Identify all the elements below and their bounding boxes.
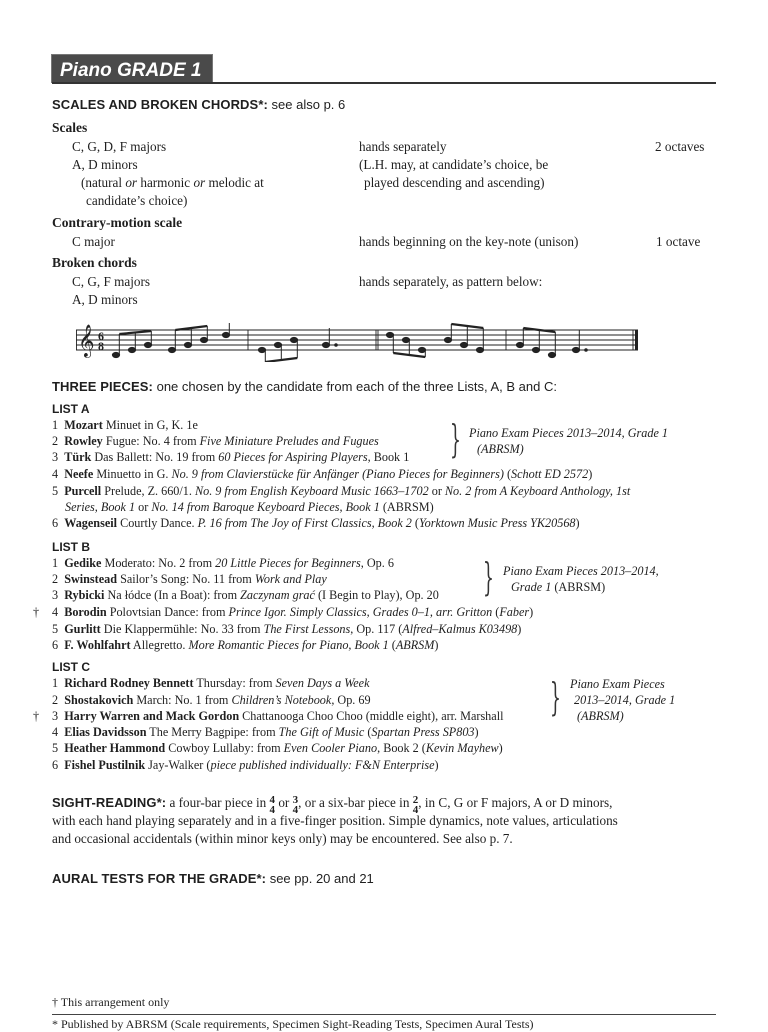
time-signature-2-4: 2 4 bbox=[412, 794, 419, 816]
scales-heading-line bbox=[52, 97, 345, 113]
sight-reading-text: , in C, G or F majors, A or D minors, bbox=[418, 795, 613, 810]
list-item: 1 Richard Rodney Bennett Thursday: from Seven Days a Week bbox=[52, 676, 370, 690]
scales-minors-note-cont: played descending and ascending) bbox=[364, 175, 545, 190]
time-signature-bottom: 8 bbox=[98, 339, 104, 353]
scales-see-also: see also p. 6 bbox=[267, 97, 346, 112]
list-b-brace: } bbox=[483, 555, 494, 599]
scales-majors-hands: hands separately bbox=[359, 139, 447, 154]
minor-type-text: (natural bbox=[81, 175, 126, 190]
list-item: 4 Borodin Polovtsian Dance: from Prince Igor. Simply Classics, Grades 0–1, arr. Gritton (Faber) bbox=[52, 605, 534, 619]
list-a-heading: LIST A bbox=[52, 402, 90, 416]
list-item: 6 F. Wohlfahrt Allegretto. More Romantic Pieces for Piano, Book 1 (ABRSM) bbox=[52, 638, 439, 652]
list-item: 4 Neefe Minuetto in G. No. 9 from Clavierstücke für Anfänger (Piano Pieces for Beginners) (Schott ED 2572) bbox=[52, 467, 593, 481]
list-a-publisher: (ABRSM) bbox=[477, 442, 524, 456]
list-item: 1 Gedike Moderato: No. 2 from 20 Little Pieces for Beginners, Op. 6 bbox=[52, 556, 394, 570]
list-b-book: Piano Exam Pieces 2013–2014, bbox=[503, 564, 659, 578]
scales-minors-types bbox=[81, 175, 264, 191]
broken-chord-staff bbox=[76, 320, 642, 362]
sight-reading-text: , or a six-bar piece in bbox=[298, 795, 413, 810]
footnote-rule bbox=[52, 1014, 716, 1015]
broken-hands: hands separately, as pattern below: bbox=[359, 274, 543, 289]
minor-type-text: harmonic bbox=[137, 175, 194, 190]
list-item: 6 Fishel Pustilnik Jay-Walker (piece published individually: F&N Enterprise) bbox=[52, 758, 439, 772]
list-item: 3 Rybicki Na łódce (In a Boat): from Zaczynam grać (I Begin to Play), Op. 20 bbox=[52, 588, 439, 602]
list-item: 2 Rowley Fugue: No. 4 from Five Miniature Preludes and Fugues bbox=[52, 434, 379, 448]
time-signature-top: 6 bbox=[98, 329, 104, 343]
list-item: 5 Heather Hammond Cowboy Lullaby: from Even Cooler Piano, Book 2 (Kevin Mayhew) bbox=[52, 741, 503, 755]
list-b-heading: LIST B bbox=[52, 540, 90, 554]
list-item: 5 Purcell Prelude, Z. 660/1. No. 9 from English Keyboard Music 1663–1702 or No. 2 from A Keyboard Anthology, 1st bbox=[52, 484, 631, 498]
contrary-range: 1 octave bbox=[656, 234, 701, 249]
sight-reading-heading: SIGHT-READING*: bbox=[52, 795, 167, 810]
pieces-heading-line bbox=[52, 379, 557, 395]
header-rule bbox=[52, 82, 716, 84]
scales-heading: SCALES AND BROKEN CHORDS*: bbox=[52, 97, 268, 112]
minor-type-or: or bbox=[125, 175, 138, 190]
pieces-intro: one chosen by the candidate from each of the three Lists, A, B and C: bbox=[152, 379, 557, 394]
sight-reading-line-2: with each hand playing separately and in a five-finger position. Simple dynamics, note values, articulations bbox=[52, 813, 618, 828]
note-group bbox=[112, 323, 587, 362]
footnote-dagger: † This arrangement only bbox=[52, 995, 170, 1009]
pieces-heading: THREE PIECES: bbox=[52, 379, 153, 394]
treble-clef-icon: 𝄞 bbox=[78, 324, 95, 357]
list-a-brace: } bbox=[450, 417, 461, 461]
scales-minors-note: (L.H. may, at candidate’s choice, be bbox=[359, 157, 549, 172]
footnote-star: * Published by ABRSM (Scale requirements, Specimen Sight-Reading Tests, Specimen Aural Tests) bbox=[52, 1017, 534, 1031]
dagger-mark: † bbox=[33, 605, 40, 619]
time-signature-3-4: 3 4 bbox=[292, 794, 299, 816]
minor-type-text: melodic at bbox=[205, 175, 264, 190]
list-item: 2 Shostakovich March: No. 1 from Children’s Notebook, Op. 69 bbox=[52, 693, 371, 707]
minor-type-or: or bbox=[193, 175, 206, 190]
list-item: 4 Elias Davidsson The Merry Bagpipe: from The Gift of Music (Spartan Press SP803) bbox=[52, 725, 479, 739]
scales-minors: A, D minors bbox=[72, 157, 138, 172]
list-item: 3 Türk Das Ballett: No. 19 from 60 Pieces for Aspiring Players, Book 1 bbox=[52, 450, 410, 464]
sight-reading-line-1 bbox=[52, 795, 612, 815]
sight-reading-text: or bbox=[275, 795, 293, 810]
list-c-publisher: (ABRSM) bbox=[577, 709, 624, 723]
broken-subheading: Broken chords bbox=[52, 255, 137, 270]
list-c-grade: 2013–2014, Grade 1 bbox=[574, 693, 676, 707]
list-c-brace: } bbox=[550, 675, 561, 719]
list-b-grade: Grade 1 (ABRSM) bbox=[511, 580, 606, 594]
list-c-heading: LIST C bbox=[52, 660, 90, 674]
contrary-key: C major bbox=[72, 234, 115, 249]
list-item: 1 Mozart Minuet in G, K. 1e bbox=[52, 418, 198, 432]
list-c-book: Piano Exam Pieces bbox=[570, 677, 665, 691]
list-item-continuation: Series, Book 1 or No. 14 from Baroque Keyboard Pieces, Book 1 (ABRSM) bbox=[65, 500, 434, 514]
scales-majors-range: 2 octaves bbox=[655, 139, 705, 154]
list-item: 2 Swinstead Sailor’s Song: No. 11 from Work and Play bbox=[52, 572, 327, 586]
scales-minors-types-cont: candidate’s choice) bbox=[86, 193, 188, 208]
list-a-book: Piano Exam Pieces 2013–2014, Grade 1 bbox=[469, 426, 669, 440]
dagger-mark: † bbox=[33, 709, 40, 723]
aural-text: see pp. 20 and 21 bbox=[266, 871, 374, 886]
list-item: 3 Harry Warren and Mack Gordon Chattanooga Choo Choo (middle eight), arr. Marshall bbox=[52, 709, 504, 723]
scales-subheading: Scales bbox=[52, 120, 88, 135]
scales-majors: C, G, D, F majors bbox=[72, 139, 167, 154]
sight-reading-line-3: and occasional accidentals (within minor keys only) may be encountered. See also p. 7. bbox=[52, 831, 513, 846]
contrary-subheading: Contrary-motion scale bbox=[52, 215, 183, 230]
page-title: Piano GRADE 1 bbox=[52, 55, 212, 82]
broken-majors: C, G, F majors bbox=[72, 274, 151, 289]
aural-line bbox=[52, 871, 374, 887]
broken-minors: A, D minors bbox=[72, 292, 138, 307]
contrary-hands: hands beginning on the key-note (unison) bbox=[359, 234, 579, 249]
list-item: 5 Gurlitt Die Klappermühle: No. 33 from The First Lessons, Op. 117 (Alfred–Kalmus K03498) bbox=[52, 622, 522, 636]
sight-reading-text: a four-bar piece in bbox=[166, 795, 270, 810]
aural-heading: AURAL TESTS FOR THE GRADE*: bbox=[52, 871, 267, 886]
time-signature-4-4: 4 4 bbox=[269, 794, 276, 816]
list-item: 6 Wagenseil Courtly Dance. P. 16 from The Joy of First Classics, Book 2 (Yorktown Music Press YK20568) bbox=[52, 516, 580, 530]
